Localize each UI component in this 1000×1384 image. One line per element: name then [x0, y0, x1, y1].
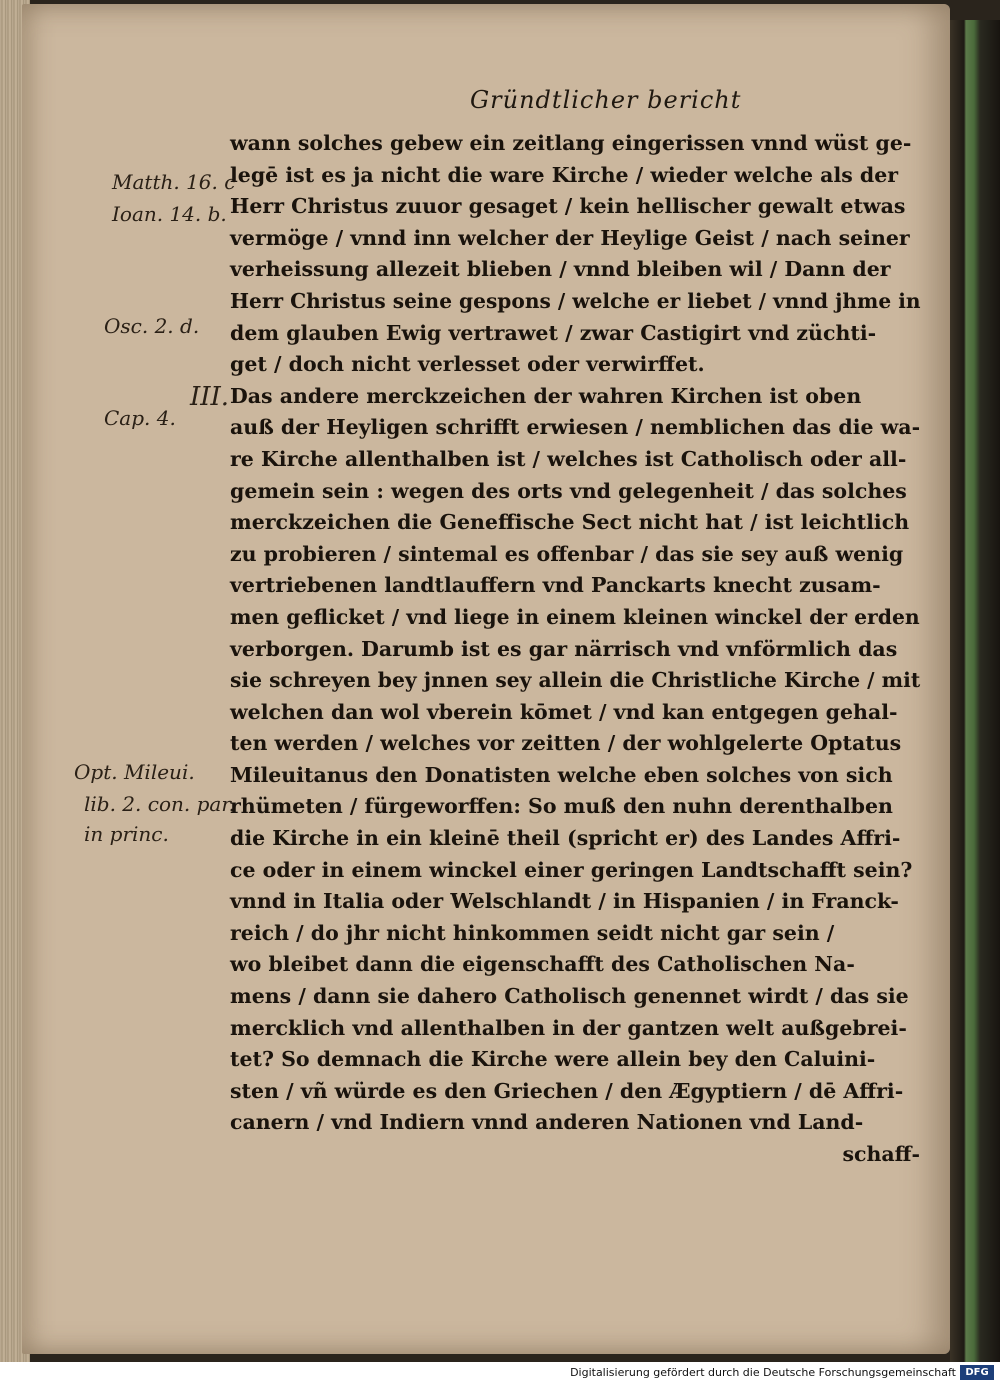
text-line: legē ist es ja nicht die ware Kirche / wieder welche als der	[230, 162, 899, 187]
text-line: wann solches gebew ein zeitlang eingerissen vnnd wüst ge-	[230, 131, 912, 155]
section-mark: III.	[190, 382, 230, 412]
text-line: rhümeten / fürgeworffen: So muß den nuhn derenthalben	[230, 794, 893, 819]
text-line: Das andere merckzeichen der wahren Kirchen ist oben	[230, 383, 862, 408]
binding-edge	[950, 20, 1000, 1362]
text-line: Herr Christus seine gespons / welche er liebet / vnnd jhme in	[230, 288, 921, 313]
text-line: vermöge / vnnd inn welcher der Heylige Geist / nach seiner	[230, 225, 910, 250]
text-line: sie schreyen bey jnnen sey allein die Christliche Kirche / mit	[230, 668, 921, 693]
footer-bar	[0, 1362, 1000, 1384]
text-line: zu probieren / sintemal es offenbar / das sie sey auß wenig	[230, 541, 904, 566]
text-line: canern / vnd Indiern vnnd anderen Nationen vnd Land-	[230, 1110, 864, 1135]
margin-note-cap: Cap. 4.	[104, 406, 176, 430]
margin-note-opt-3: in princ.	[84, 822, 169, 846]
text-line: wo bleibet dann die eigenschafft des Catholischen Na-	[230, 952, 855, 977]
text-line: merckzeichen die Geneffische Sect nicht hat / ist leichtlich	[230, 510, 910, 535]
text-line: tet? So demnach die Kirche were allein bey den Caluini-	[230, 1047, 876, 1072]
text-line: vnnd in Italia oder Welschlandt / in Hispanien / in Franck-	[230, 889, 899, 914]
text-line: ce oder in einem winckel einer geringen Landtschafft sein?	[230, 857, 913, 882]
margin-note-matth: Matth. 16. c	[112, 170, 236, 194]
text-line: verborgen. Darumb ist es gar närrisch vnd vnförmlich das	[230, 636, 898, 661]
text-line: reich / do jhr nicht hinkommen seidt nicht gar sein /	[230, 920, 835, 945]
dfg-logo-icon: DFG	[960, 1365, 994, 1380]
margin-note-opt-2: lib. 2. con. par.	[84, 792, 236, 816]
margin-note-opt-1: Opt. Mileui.	[74, 760, 195, 784]
body-text	[230, 128, 920, 1171]
running-head: Gründtlicher bericht	[470, 86, 742, 114]
catchword: schaff-	[842, 1142, 920, 1166]
text-line: die Kirche in ein kleinē theil (spricht er) des Landes Affri-	[230, 826, 901, 851]
margin-note-ioan: Ioan. 14. b.	[112, 202, 227, 226]
text-line: Herr Christus zuuor gesaget / kein hellischer gewalt etwas	[230, 194, 906, 219]
funding-credit: Digitalisierung gefördert durch die Deutsche Forschungsgemeinschaft	[570, 1366, 956, 1379]
text-line: gemein sein : wegen des orts vnd gelegenheit / das solches	[230, 478, 907, 503]
text-line: sten / vñ würde es den Griechen / den Ægyptiern / dē Affri-	[230, 1078, 904, 1103]
text-line: men geflicket / vnd liege in einem kleinen winckel der erden	[230, 604, 920, 629]
text-line: vertriebenen landtlauffern vnd Panckarts knecht zusam-	[230, 573, 881, 598]
text-line: re Kirche allenthalben ist / welches ist Catholisch oder all-	[230, 446, 907, 471]
text-line: Mileuitanus den Donatisten welche eben solches von sich	[230, 762, 893, 787]
text-line: mercklich vnd allenthalben in der gantzen welt außgebrei-	[230, 1015, 907, 1040]
text-line: verheissung allezeit blieben / vnnd bleiben wil / Dann der	[230, 257, 891, 282]
text-line: welchen dan wol vberein kōmet / vnd kan entgegen gehal-	[230, 699, 898, 724]
text-line: auß der Heyligen schrifft erwiesen / nemblichen das die wa-	[230, 415, 921, 440]
text-line: mens / dann sie dahero Catholisch genennet wirdt / das sie	[230, 984, 909, 1009]
text-line: ten werden / welches vor zeitten / der wohlgelerte Optatus	[230, 731, 902, 756]
text-line: get / doch nicht verlesset oder verwirffet.	[230, 352, 705, 377]
margin-note-osc: Osc. 2. d.	[104, 314, 200, 338]
text-line: dem glauben Ewig vertrawet / zwar Castigirt vnd züchti-	[230, 320, 877, 345]
